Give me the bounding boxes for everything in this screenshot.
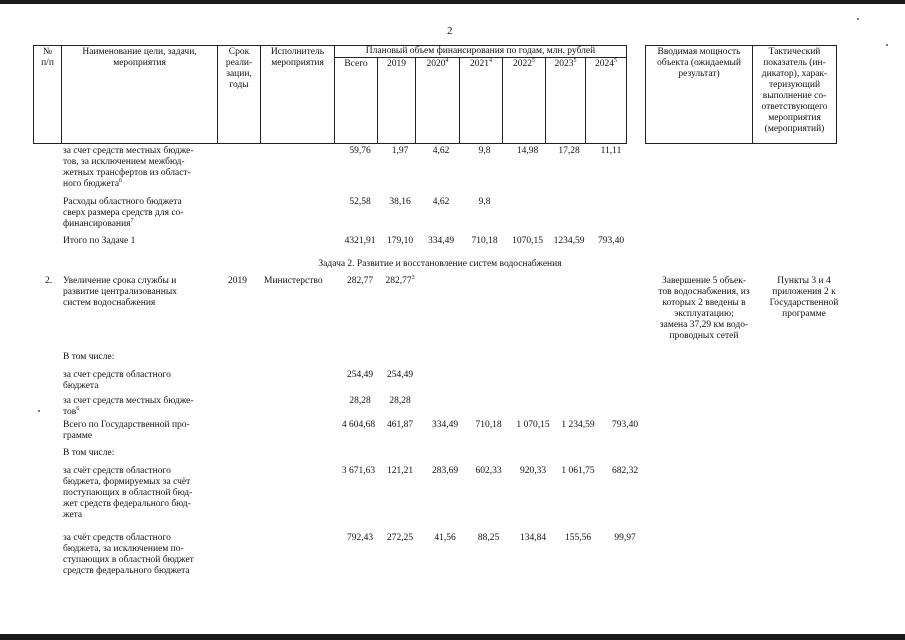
header-name: Наименование цели, задачи, мероприятия bbox=[62, 46, 218, 144]
page-number: 2 bbox=[447, 25, 453, 37]
row-name: Всего по Государственной про- грамме bbox=[63, 420, 190, 441]
row-name: Расходы областного бюджета сверх размера средств для со- финансирования$^7$ bbox=[63, 197, 184, 229]
value-2019: 282,77$^3$ bbox=[385, 274, 415, 286]
value-2023: 1234,59 bbox=[553, 236, 585, 246]
value-2024: 11,11 bbox=[600, 146, 622, 156]
value-total: 28,28 bbox=[349, 396, 371, 406]
header-indicator: Тактический показатель (ин- дикатор), харак- теризующий выполнение со- ответствующего мероприятия (мероприятий) bbox=[753, 46, 837, 144]
value-2019: 38,16 bbox=[389, 197, 411, 207]
value-2022: 1 070,15 bbox=[516, 420, 550, 430]
value-2019: 1,97 bbox=[391, 146, 409, 156]
value-2023: 1 061,75 bbox=[561, 466, 595, 476]
header-year: 2020$^4$ bbox=[416, 58, 460, 144]
scan-speck bbox=[857, 18, 859, 20]
row-name: за счёт средств областного бюджета, за исключением по- ступающих в областной бюджет средств федерального бюджета bbox=[63, 533, 194, 576]
row-name: за счёт средств областного бюджета, формируемых за счёт поступающих в областной бюд- жет средств федерального бюд- жета bbox=[63, 466, 193, 520]
value-2023: 1 234,59 bbox=[561, 420, 595, 430]
header-capacity: Вводимая мощность объекта (ожидаемый результат) bbox=[646, 46, 753, 144]
including-label: В том числе: bbox=[63, 352, 115, 362]
value-2024: 793,40 bbox=[597, 236, 625, 246]
header-year: 2019 bbox=[378, 58, 416, 144]
value-2022: 14,98 bbox=[516, 146, 539, 156]
header-gap bbox=[627, 46, 646, 144]
value-total: 792,43 bbox=[346, 533, 374, 543]
header-year: 2022$^5$ bbox=[503, 58, 546, 144]
header-term: Срок реали- зации, годы bbox=[218, 46, 261, 144]
value-total: 282,77 bbox=[346, 276, 374, 286]
table-header bbox=[33, 45, 837, 144]
value-total: 4321,91 bbox=[344, 236, 376, 246]
value-2023: 155,56 bbox=[564, 533, 592, 543]
value-2020: 4,62 bbox=[432, 146, 450, 156]
value-2023: 17,28 bbox=[558, 146, 580, 156]
value-total: 254,49 bbox=[346, 370, 374, 380]
top-scan-border bbox=[0, 0, 905, 4]
value-2022: 134,84 bbox=[519, 533, 547, 543]
value-total: 52,58 bbox=[349, 197, 371, 207]
row-name: за счет средств местных бюдже- тов, за исключением межбюд- жетных трансфертов из област- ного бюджета$^6$ bbox=[63, 146, 194, 189]
value-2021: 88,25 bbox=[477, 533, 500, 543]
value-2021: 602,33 bbox=[475, 466, 502, 476]
item-term: 2019 bbox=[228, 276, 247, 286]
item-number: 2. bbox=[45, 276, 53, 286]
value-total: 3 671,63 bbox=[341, 466, 376, 476]
item-name: Увеличение срока службы и развитие централизованных систем водоснабжения bbox=[63, 276, 177, 308]
header-year: 2023$^5$ bbox=[546, 58, 586, 144]
value-2019: 461,87 bbox=[386, 420, 414, 430]
value-2021: 9,8 bbox=[478, 197, 491, 207]
value-2019: 272,25 bbox=[386, 533, 414, 543]
value-2021: 710,18 bbox=[475, 420, 502, 430]
header-year: 2021$^4$ bbox=[460, 58, 503, 144]
header-year: 2024$^5$ bbox=[586, 58, 627, 144]
item-indicator: Пункты 3 и 4 приложения 2 к Государственной программе bbox=[769, 276, 839, 319]
scan-speck bbox=[886, 44, 888, 46]
value-2021: 9,8 bbox=[478, 146, 491, 156]
value-2021: 710,18 bbox=[471, 236, 498, 246]
bottom-scan-border bbox=[0, 634, 905, 640]
header-total: Всего bbox=[335, 58, 378, 144]
row-name: Итого по Задаче 1 bbox=[63, 236, 136, 246]
header-funding-group: Плановый объем финансирования по годам, млн. рублей bbox=[335, 46, 627, 58]
value-2020: 334,49 bbox=[427, 236, 455, 246]
value-2020: 334,49 bbox=[431, 420, 459, 430]
value-2020: 283,69 bbox=[431, 466, 459, 476]
row-name: за счет средств областного бюджета bbox=[63, 370, 171, 391]
including-label: В том числе: bbox=[63, 448, 115, 458]
value-2019: 28,28 bbox=[389, 396, 411, 406]
value-2024: 99,97 bbox=[614, 533, 636, 543]
value-2020: 4,62 bbox=[432, 197, 450, 207]
task-title: Задача 2. Развитие и восстановление систем водоснабжения bbox=[318, 259, 562, 269]
header-executor: Исполнитель мероприятия bbox=[261, 46, 335, 144]
value-2020: 41,56 bbox=[434, 533, 456, 543]
value-total: 59,76 bbox=[349, 146, 371, 156]
value-2022: 920,33 bbox=[519, 466, 547, 476]
item-executor: Министерство bbox=[264, 276, 323, 286]
value-2022: 1070,15 bbox=[512, 236, 543, 246]
value-2019: 121,21 bbox=[386, 466, 414, 476]
header-number: № п/п bbox=[34, 46, 62, 144]
value-2019: 179,10 bbox=[386, 236, 414, 246]
item-capacity: Завершение 5 объек- тов водоснабжения, из которых 2 введены в эксплуатацию; замена 37,29 км водо- проводных сетей bbox=[658, 276, 750, 341]
value-2019: 254,49 bbox=[386, 370, 414, 380]
row-name: за счет средств местных бюдже- тов$^6$ bbox=[63, 396, 194, 417]
value-2024: 793,40 bbox=[611, 420, 639, 430]
value-total: 4 604,68 bbox=[341, 420, 376, 430]
value-2024: 682,32 bbox=[611, 466, 639, 476]
scan-speck bbox=[38, 410, 40, 412]
